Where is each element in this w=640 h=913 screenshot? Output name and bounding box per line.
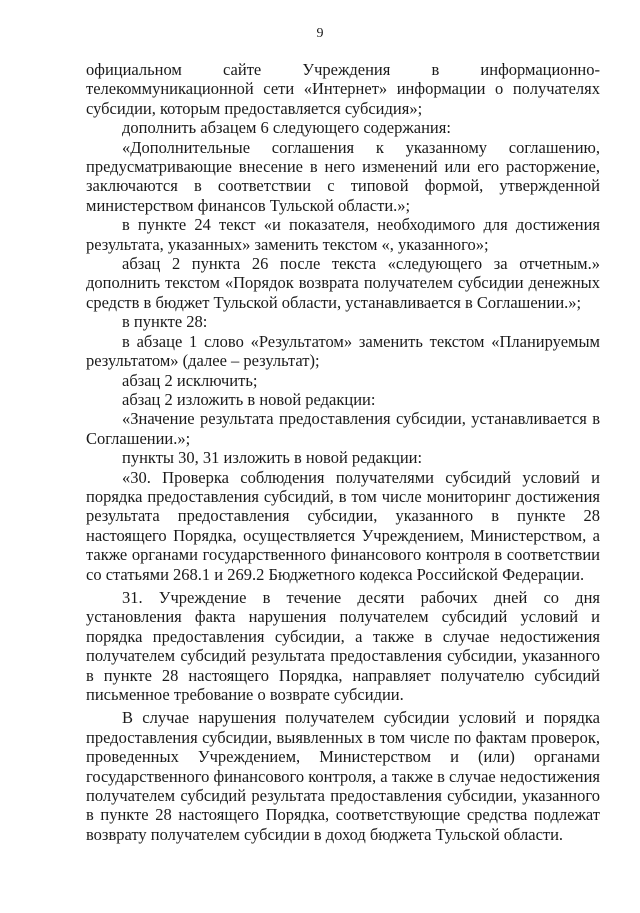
paragraph-11: пункты 30, 31 изложить в новой редакции:	[122, 448, 423, 468]
paragraph-1: официальном сайте Учреждения в информационно-телекоммуникационной сети «Интернет» информации о получателях субсидии, которым предоставляется субсидия»;	[86, 60, 600, 118]
paragraph-4: в пункте 24 текст «и показателя, необходимого для достижения результата, указанных» заменить текстом «, указанного»;	[86, 215, 600, 254]
paragraph-10: «Значение результата предоставления субсидии, устанавливается в Соглашении.»;	[86, 409, 600, 448]
document-body	[86, 60, 600, 844]
paragraph-7: в абзаце 1 слово «Результатом» заменить текстом «Планируемым результатом» (далее – результат);	[86, 331, 600, 371]
paragraph-2: дополнить абзацем 6 следующего содержания:	[122, 118, 451, 138]
paragraph-13: 31. Учреждение в течение десяти рабочих дней со дня установления факта нарушения получателем субсидий условий и порядка предоставления субсидии, а также в случае недостижения получателем субсидий результата предоставления субсидии, указанного в пункте 28 настоящего Порядка, направляет получателю субсидий письменное требование о возврате субсидии.	[86, 587, 600, 704]
paragraph-12: «30. Проверка соблюдения получателями субсидий условий и порядка предоставления субсидий, в том числе мониторинг достижения результата предоставления субсидии, указанного в пункте 28 настоящего Порядка, осуществляется Учреждением, Министерством, а также органами государственного финансового контроля в соответствии со статьями 268.1 и 269.2 Бюджетного кодекса Российской Федерации.	[86, 467, 600, 584]
paragraph-8: абзац 2 исключить;	[122, 370, 258, 390]
paragraph-3: «Дополнительные соглашения к указанному соглашению, предусматривающие внесение в него изменений или его расторжение, заключаются в соответствии с типовой формой, утвержденной министерством финансов Тульской области.»;	[86, 137, 600, 215]
paragraph-5: абзац 2 пункта 26 после текста «следующего за отчетным.» дополнить текстом «Порядок возврата получателем субсидии денежных средств в бюджет Тульской области, устанавливается в Соглашении.»;	[86, 254, 600, 312]
paragraph-9: абзац 2 изложить в новой редакции:	[122, 389, 376, 409]
paragraph-6: в пункте 28:	[122, 312, 208, 332]
page-number: 9	[316, 26, 324, 41]
paragraph-14: В случае нарушения получателем субсидии условий и порядка предоставления субсидии, выявленных в том числе по фактам проверок, проведенных Учреждением, Министерством и (или) органами государственного финансового контроля, а также в случае недостижения получателем субсидий результата предоставления субсидии, указанного в пункте 28 настоящего Порядка, соответствующие средства подлежат возврату получателем субсидии в доход бюджета Тульской области.	[86, 708, 600, 844]
